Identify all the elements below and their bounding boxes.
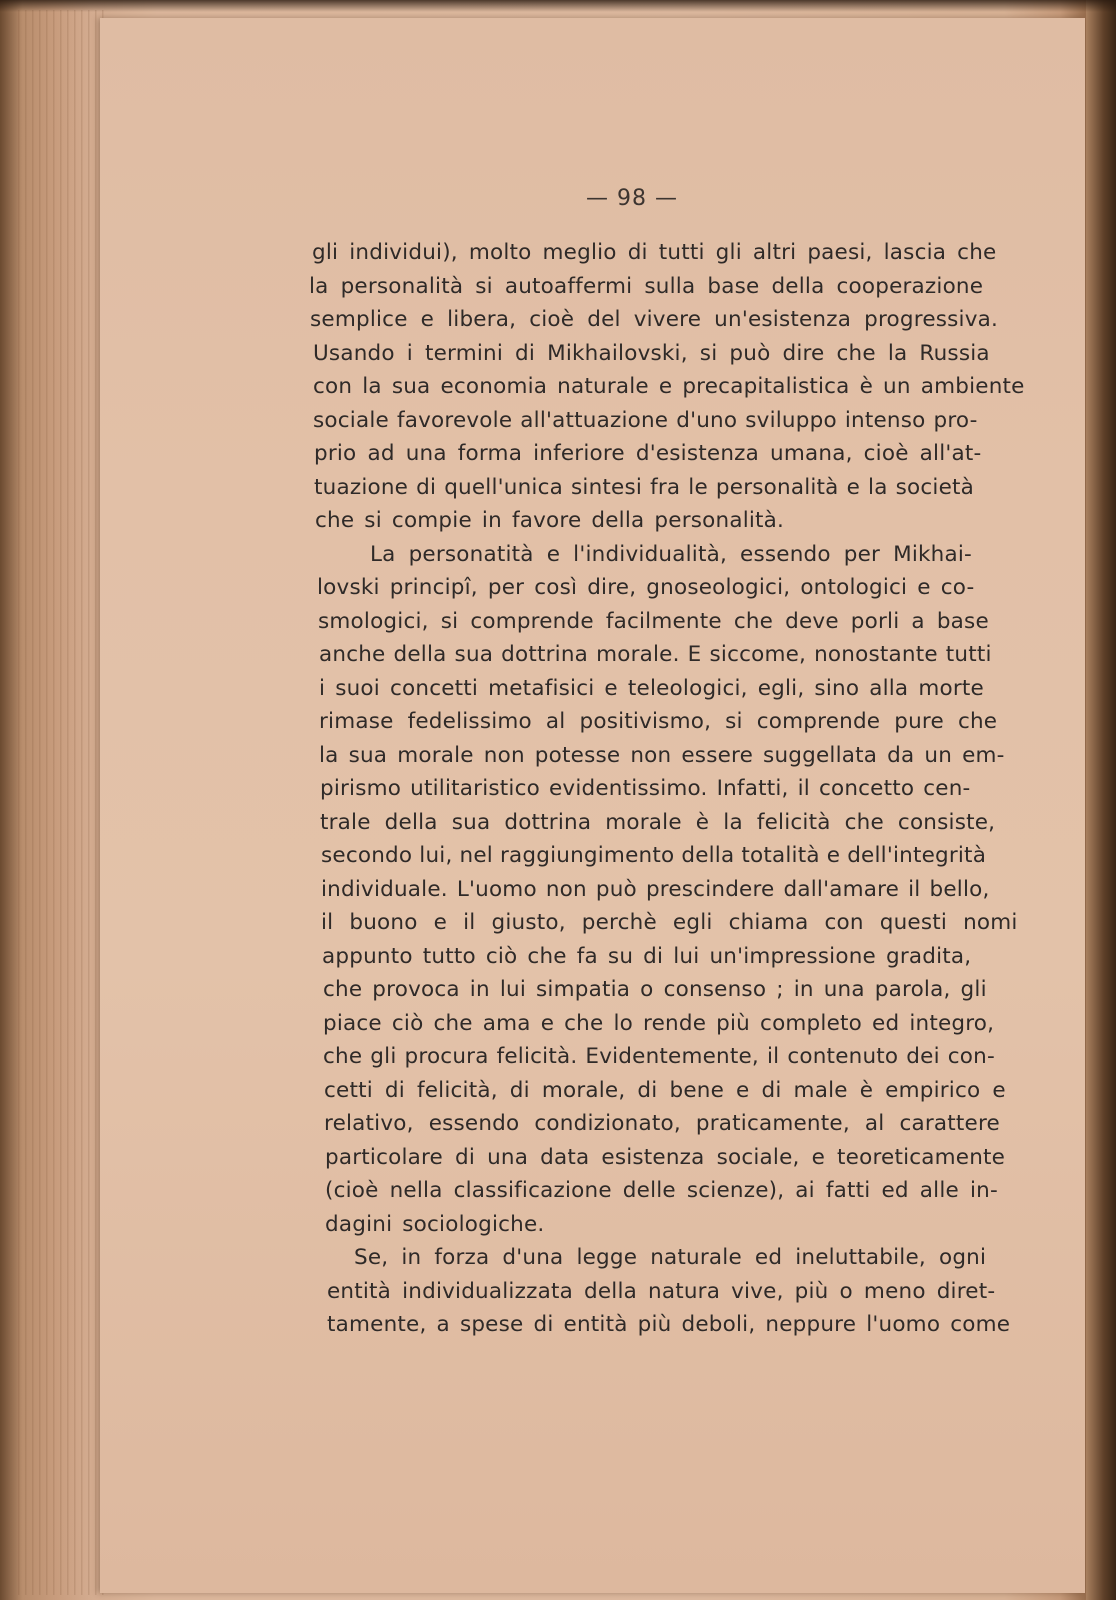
text-line: gli individui), molto meglio di tutti gli altri paesi, lascia che (312, 240, 997, 265)
text-line: il buono e il giusto, perchè egli chiama con questi nomi (321, 910, 1018, 935)
page-number: — 98 — (586, 186, 678, 211)
text-line: entità individualizzata della natura vive, più o meno diret- (327, 1278, 996, 1304)
text-line: tuazione di quell'unica sintesi fra le personalità e la società (314, 474, 975, 500)
text-line: rimase fedelissimo al positivismo, si comprende pure che (319, 709, 998, 734)
top-shadow (0, 0, 1116, 12)
text-line: prio ad una forma inferiore d'esistenza umana, cioè all'at- (314, 441, 982, 466)
text-line: (cioè nella classificazione delle scienze), ai fatti ed alle in- (325, 1178, 998, 1203)
text-line: semplice e libera, cioè del vivere un'esistenza progressiva. (310, 307, 999, 332)
text-line: relativo, essendo condizionato, praticamente, al carattere (324, 1111, 1000, 1136)
text-line: pirismo utilitaristico evidentissimo. Infatti, il concetto cen- (320, 776, 971, 801)
text-line: smologici, si comprende facilmente che deve porli a base (318, 608, 989, 634)
text-line: appunto tutto ciò che fa su di lui un'impressione gradita, (322, 943, 972, 969)
text-line: anche della sua dottrina morale. E siccome, nonostante tutti (319, 642, 992, 667)
text-line: Usando i termini di Mikhailovski, si può dire che la Russia (313, 340, 990, 366)
text-line: cetti di felicità, di morale, di bene e di male è empirico e (324, 1077, 1006, 1103)
text-line: tamente, a spese di entità più deboli, neppure l'uomo come (327, 1312, 1011, 1337)
text-line: la sua morale non potesse non essere suggellata da un em- (319, 742, 1005, 768)
text-line: trale della sua dottrina morale è la felicità che consiste, (320, 809, 996, 835)
text-line: che si compie in favore della personalità. (315, 508, 785, 533)
text-line: che gli procura felicità. Evidentemente, il contenuto dei con- (323, 1044, 995, 1069)
text-line: sociale favorevole all'attuazione d'uno sviluppo intenso pro- (313, 407, 978, 433)
stacked-page-edges (18, 10, 108, 1595)
body-text (309, 236, 1025, 1342)
text-line: piace ciò che ama e che lo rende più completo ed integro, (323, 1010, 995, 1036)
text-line: lovski principî, per così dire, gnoseologici, ontologici e co- (317, 575, 975, 600)
text-line: Se, in forza d'una legge naturale ed ineluttabile, ogni (354, 1245, 987, 1270)
text-line: La personatità e l'individualità, essendo per Mikhai- (370, 541, 973, 567)
text-line: dagini sociologiche. (325, 1211, 545, 1237)
book-spine-edge (1086, 0, 1116, 1600)
text-line: particolare di una data esistenza sociale, e teoreticamente (325, 1144, 1006, 1170)
text-line: con la sua economia naturale e precapitalistica è un ambiente (313, 374, 1025, 399)
text-line: individuale. L'uomo non può prescindere dall'amare il bello, (321, 876, 990, 902)
text-line: secondo lui, nel raggiungimento della totalità e dell'integrità (321, 843, 987, 868)
text-line: che provoca in lui simpatia o consenso ; in una parola, gli (323, 977, 987, 1002)
text-line: i suoi concetti metafisici e teleologici, egli, sino alla morte (319, 675, 984, 701)
text-line: la personalità si autoaffermi sulla base della cooperazione (309, 273, 984, 299)
